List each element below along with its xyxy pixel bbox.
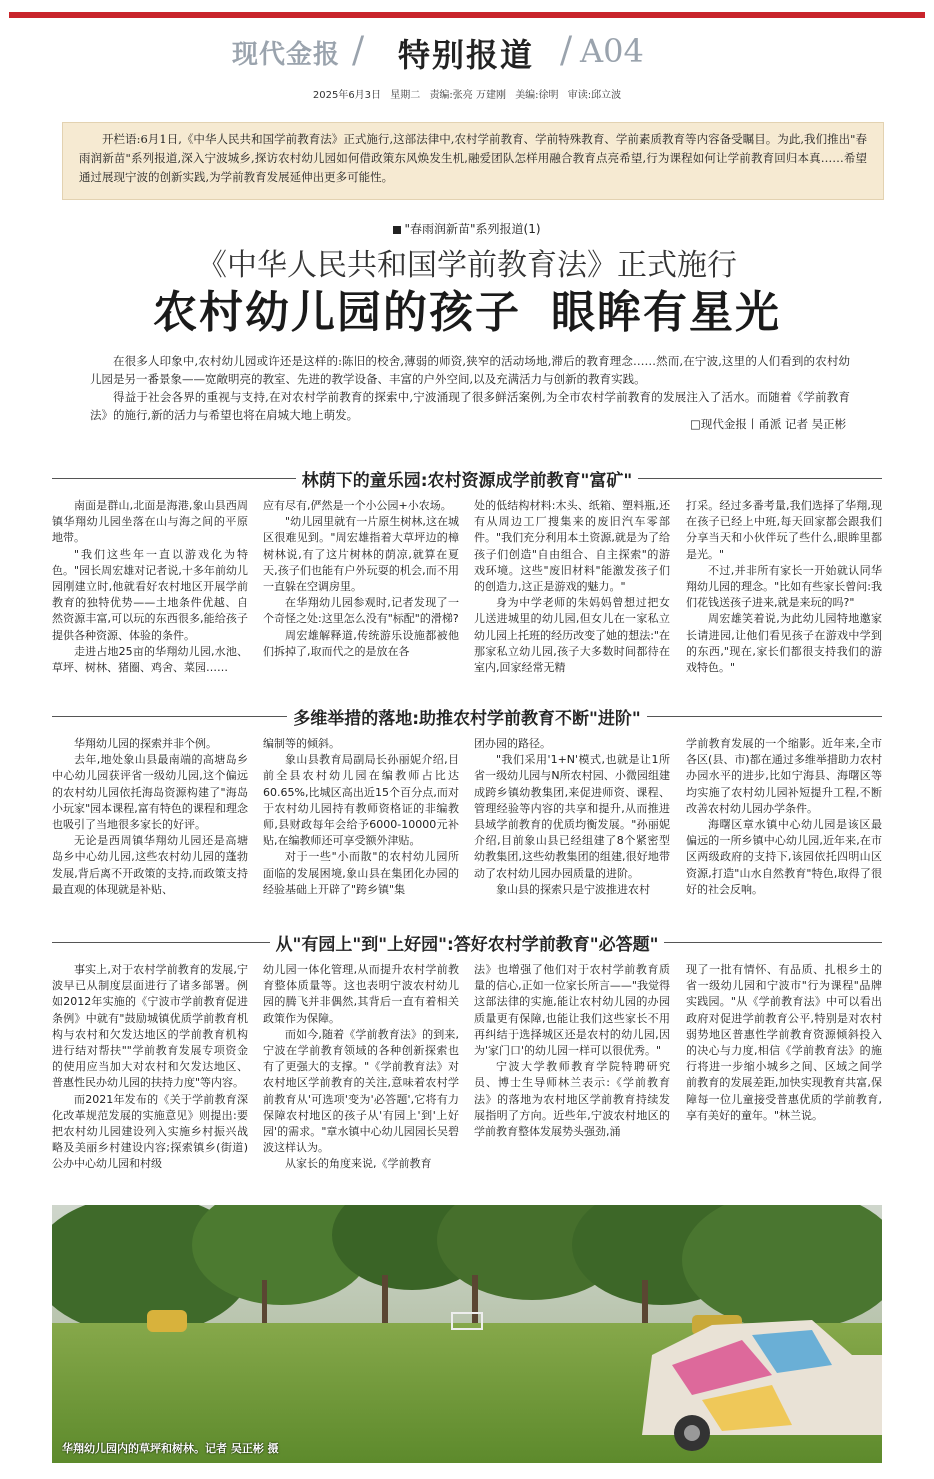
weekday: 星期二 bbox=[390, 90, 421, 101]
paragraph: 身为中学老师的朱妈妈曾想过把女儿送进城里的幼儿园,但女儿在一家私立幼儿园上托班的经历改变了她的想法:"在那家私立幼儿园,孩子大多数时间都待在室内,回家经常无精 bbox=[474, 596, 670, 675]
series-label-text: "春雨润新苗"系列报道(1) bbox=[404, 222, 541, 236]
paragraph: 不过,并非所有家长一开始就认同华翔幼儿园的理念。"比如有些家长曾问:我们花钱送孩子进来,就是来玩的吗?" bbox=[686, 563, 882, 610]
paper-name: 现代金报 bbox=[232, 40, 341, 70]
paragraph: 象山县教育局副局长孙丽妮介绍,目前全县农村幼儿园在编教师占比达60.65%,比城区高出近15个百分点,而对于农村幼儿园持有教师资格证的非编教师,县财政每年会给予6000-10000元补贴,在编教师还可享受额外津贴。 bbox=[263, 753, 459, 848]
paragraph: "我们采用'1+N'模式,也就是让1所省一级幼儿园与N所农村园、小微园组建成跨乡镇幼教集团,来促进师资、课程、管理经验等内容的共享和提升,从而推进县域学前教育的优质均衡发展。"孙丽妮介绍,目前象山县已经组建了8个紧密型幼教集团,这些幼教集团的组建,很好地带动了农村幼儿园办园质量的进阶。 bbox=[474, 753, 670, 880]
paragraph: 从家长的角度来说,《学前教育 bbox=[285, 1157, 432, 1171]
section-2-body bbox=[52, 736, 882, 916]
masthead-slash: / bbox=[352, 30, 365, 71]
paragraph: 去年,地处象山县最南端的高塘岛乡中心幼儿园获评省一级幼儿园,这个偏远的农村幼儿园依托海岛资源构建了"海岛小玩家"园本课程,富有特色的课程和理念也吸引了当地很多家长的好评。 bbox=[52, 753, 248, 832]
text-column bbox=[52, 962, 248, 1173]
paragraph: 在华翔幼儿园参观时,记者发现了一个奇怪之处:这里怎么没有"标配"的滑梯? bbox=[263, 596, 459, 626]
page-number: A04 bbox=[580, 32, 644, 70]
section-heading-text: 多维举措的落地:助推农村学前教育不断"进阶" bbox=[287, 709, 647, 729]
text-column bbox=[686, 736, 882, 898]
paragraph: 现了一批有情怀、有品质、扎根乡土的省一级幼儿园和宁波市"行为课程"品牌实践园。"从《学前教育法》中可以看出政府对促进学前教育公平,特别是对农村弱势地区普惠性学前教育资源倾斜投入的决心与力度,相信《学前教育法》的施行将进一步缩小城乡之间、区域之间学前教育的发展差距,加快实现教育共富,保障每一位儿童接受普惠优质的学前教育,享有美好的童年。"林兰说。 bbox=[686, 963, 882, 1122]
column-intro-box: 开栏语:6月1日,《中华人民共和国学前教育法》正式施行,这部法律中,农村学前教育、学前特殊教育、学前素质教育等内容备受瞩目。为此,我们推出"春雨润新苗"系列报道,深入宁波城乡,探访农村幼儿园如何借政策东风焕发生机,融爱团队怎样用融合教育点亮希望,行为课程如何让学前教育回归本真……希望通过展现宁波的创新实践,为学前教育发展延伸出更多可能性。 bbox=[62, 122, 884, 200]
headline-part-b: 眼眸有星光 bbox=[551, 287, 781, 338]
designer: 美编:徐明 bbox=[515, 90, 559, 101]
lead-paragraph: 得益于社会各界的重视与支持,在对农村学前教育的探索中,宁波涌现了很多鲜活案例,为全市农村学前教育的发展注入了活水。而随着《学前教育法》的施行,新的活力与希望也将在肩城大地上萌发。 bbox=[90, 390, 850, 422]
section-heading-text: 林荫下的童乐园:农村资源成学前教育"富矿" bbox=[296, 471, 639, 491]
paragraph: 事实上,对于农村学前教育的发展,宁波早已从制度层面进行了诸多部署。例如2012年实施的《宁波市学前教育促进条例》中就有"鼓励城镇优质学前教育机构与农村和欠发达地区的学前教育机构进行结对帮扶""学前教育发展专项资金的使用应当加大对农村和欠发达地区、普惠性民办幼儿园的扶持力度"等内容。 bbox=[52, 963, 248, 1090]
paragraph: 走进占地25亩的华翔幼儿园,水池、草坪、树林、猪圈、鸡舍、菜园…… bbox=[52, 644, 248, 675]
byline: □现代金报丨甬派 记者 吴正彬 bbox=[690, 417, 847, 431]
text-column bbox=[263, 498, 459, 660]
headline-part-a: 农村幼儿园的孩子 bbox=[153, 287, 521, 338]
text-column bbox=[52, 498, 248, 676]
headline bbox=[0, 276, 934, 340]
text-column bbox=[474, 736, 670, 898]
dateline bbox=[0, 86, 934, 101]
paragraph: 无论是西周镇华翔幼儿园还是高塘岛乡中心幼儿园,这些农村幼儿园的蓬勃发展,背后离不开政策的支持,而政策支持最直观的体现就是补贴、 bbox=[52, 834, 248, 896]
paragraph: 而如今,随着《学前教育法》的到来,宁波在学前教育领域的各种创新探索也有了更强大的支撑。"《学前教育法》对农村地区学前教育的关注,意味着农村学前教育从'可选项'变为'必答题',它将有力保障农村地区的孩子从'有园上'到'上好园'的需求。"章水镇中心幼儿园园长吴碧波这样认为。 bbox=[263, 1027, 459, 1155]
text-column bbox=[474, 498, 670, 676]
text-column bbox=[263, 962, 459, 1173]
proofreader: 审读:邱立波 bbox=[567, 90, 622, 101]
paragraph: 而2021年发布的《关于学前教育深化改革规范发展的实施意见》则提出:要把农村幼儿园建设列入实施乡村振兴战略及美丽乡村建设内容;探索镇乡(街道)公办中心幼儿园和村级 bbox=[52, 1092, 248, 1171]
section-name: 特别报道 bbox=[398, 36, 535, 74]
editors: 责编:张亮 万建刚 bbox=[429, 90, 506, 101]
headline-subtitle: 《中华人民共和国学前教育法》正式施行 bbox=[197, 248, 737, 283]
paragraph: 华翔幼儿园的探索并非个例。 bbox=[74, 737, 217, 750]
paragraph: 象山县的探索只是宁波推进农村 bbox=[496, 882, 650, 896]
top-red-bar bbox=[9, 12, 925, 18]
paragraph: 对于一些"小而散"的农村幼儿园所面临的发展困境,象山县在集团化办园的经验基础上开辟了"跨乡镇"集 bbox=[263, 850, 459, 896]
square-bullet-icon bbox=[393, 226, 401, 234]
paragraph: 法》也增强了他们对于农村学前教育质量的信心,正如一位家长所言——"我觉得这部法律的实施,能让农村幼儿园的办园质量更有保障,也能让我们这些家长不用再纠结于选择城区还是农村的幼儿园,因为'家门口'的幼儿园一样可以很优秀。" bbox=[474, 963, 670, 1058]
lead-paragraphs bbox=[90, 352, 850, 424]
section-heading-1 bbox=[52, 466, 882, 490]
paragraph: "我们这些年一直以游戏化为特色。"园长周宏雄对记者说,十多年前幼儿园刚建立时,他就看好农村地区开展学前教育的独特优势——土地条件优越、自然资源丰富,可以玩的东西很多,能给孩子提供各种资源、体验的条件。 bbox=[52, 547, 248, 642]
date: 2025年6月3日 bbox=[312, 90, 382, 101]
section-heading-2 bbox=[52, 704, 882, 728]
paragraph: 打采。经过多番考量,我们选择了华翔,现在孩子已经上中班,每天回家都会跟我们分享当天和小伙伴玩了些什么,眼眸里都是光。" bbox=[686, 499, 882, 561]
paragraph: 编制等的倾斜。 bbox=[263, 737, 340, 750]
text-column bbox=[52, 736, 248, 898]
paragraph: 周宏雄解释道,传统游乐设施都被他们拆掉了,取而代之的是放在各 bbox=[263, 628, 459, 658]
lead-paragraph: 在很多人印象中,农村幼儿园或许还是这样的:陈旧的校舍,薄弱的师资,狭窄的活动场地,滞后的教育理念……然而,在宁波,这里的人们看到的农村幼儿园是另一番景象——宽敞明亮的教室、先进的教学设备、丰富的户外空间,以及充满活力与创新的教育实践。 bbox=[90, 354, 850, 386]
section-heading-3 bbox=[52, 930, 882, 954]
section-heading-text: 从"有园上"到"上好园":答好农村学前教育"必答题" bbox=[270, 935, 665, 955]
paragraph: 幼儿园一体化管理,从而提升农村学前教育整体质量等。这也表明宁波农村幼儿园的腾飞并非偶然,其背后一直有着相关政策作为保障。 bbox=[263, 963, 459, 1025]
photo-illustration bbox=[52, 1205, 882, 1463]
paragraph: "幼儿园里就有一片原生树林,这在城区很难见到。"周宏雄指着大草坪边的樟树林说,有了这片树林的荫凉,就算在夏天,孩子们也能有户外玩耍的机会,而不用一直躲在空调房里。 bbox=[263, 515, 459, 594]
text-column bbox=[474, 962, 670, 1140]
section-3-body bbox=[52, 962, 882, 1202]
masthead bbox=[0, 28, 934, 80]
paragraph: 海曙区章水镇中心幼儿园是该区最偏远的一所乡镇中心幼儿园,近年来,在市区两级政府的支持下,该园依托四明山区资源,打造"山水自然教育"特色,取得了很好的社会反响。 bbox=[686, 818, 882, 896]
text-column bbox=[686, 962, 882, 1124]
paragraph: 周宏雄笑着说,为此幼儿园特地邀家长请进园,让他们看见孩子在游戏中学到的东西,"现在,家长们都很支持我们的游戏特色。" bbox=[686, 612, 882, 675]
paragraph: 宁波大学教师教育学院特聘研究员、博士生导师林兰表示:《学前教育法》的落地为农村地区学前教育持续发展指明了方向。近些年,宁波农村地区的学前教育整体发展势头强劲,涌 bbox=[474, 1060, 670, 1139]
paragraph: 南面是群山,北面是海港,象山县西周镇华翔幼儿园坐落在山与海之间的平原地带。 bbox=[52, 499, 248, 545]
series-label bbox=[0, 220, 934, 237]
paragraph: 学前教育发展的一个缩影。近年来,全市各区(县、市)都在通过多维举措助力农村办园水平的进步,比如宁海县、海曙区等均实施了农村幼儿园补短提升工程,不断改善农村幼儿园办学条件。 bbox=[686, 737, 882, 815]
section-1-body bbox=[52, 498, 882, 698]
paragraph: 处的低结构材料:木头、纸箱、塑料瓶,还有从周边工厂搜集来的废旧汽车零部件。"我们充分利用本土资源,就是为了给孩子们创造"自由组合、自主探索"的游戏环境。这些"废旧材料"能激发孩子们的创造力,这正是游戏的魅力。" bbox=[474, 499, 670, 594]
text-column bbox=[263, 736, 459, 898]
photo-caption: 华翔幼儿园内的草坪和树林。记者 吴正彬 摄 bbox=[62, 1442, 279, 1455]
text-column bbox=[686, 498, 882, 676]
paragraph: 团办园的路径。 bbox=[474, 737, 551, 750]
masthead-slash: / bbox=[560, 30, 573, 71]
kindergarten-photo bbox=[52, 1205, 882, 1463]
paragraph: 应有尽有,俨然是一个小公园+小农场。 bbox=[263, 499, 452, 512]
